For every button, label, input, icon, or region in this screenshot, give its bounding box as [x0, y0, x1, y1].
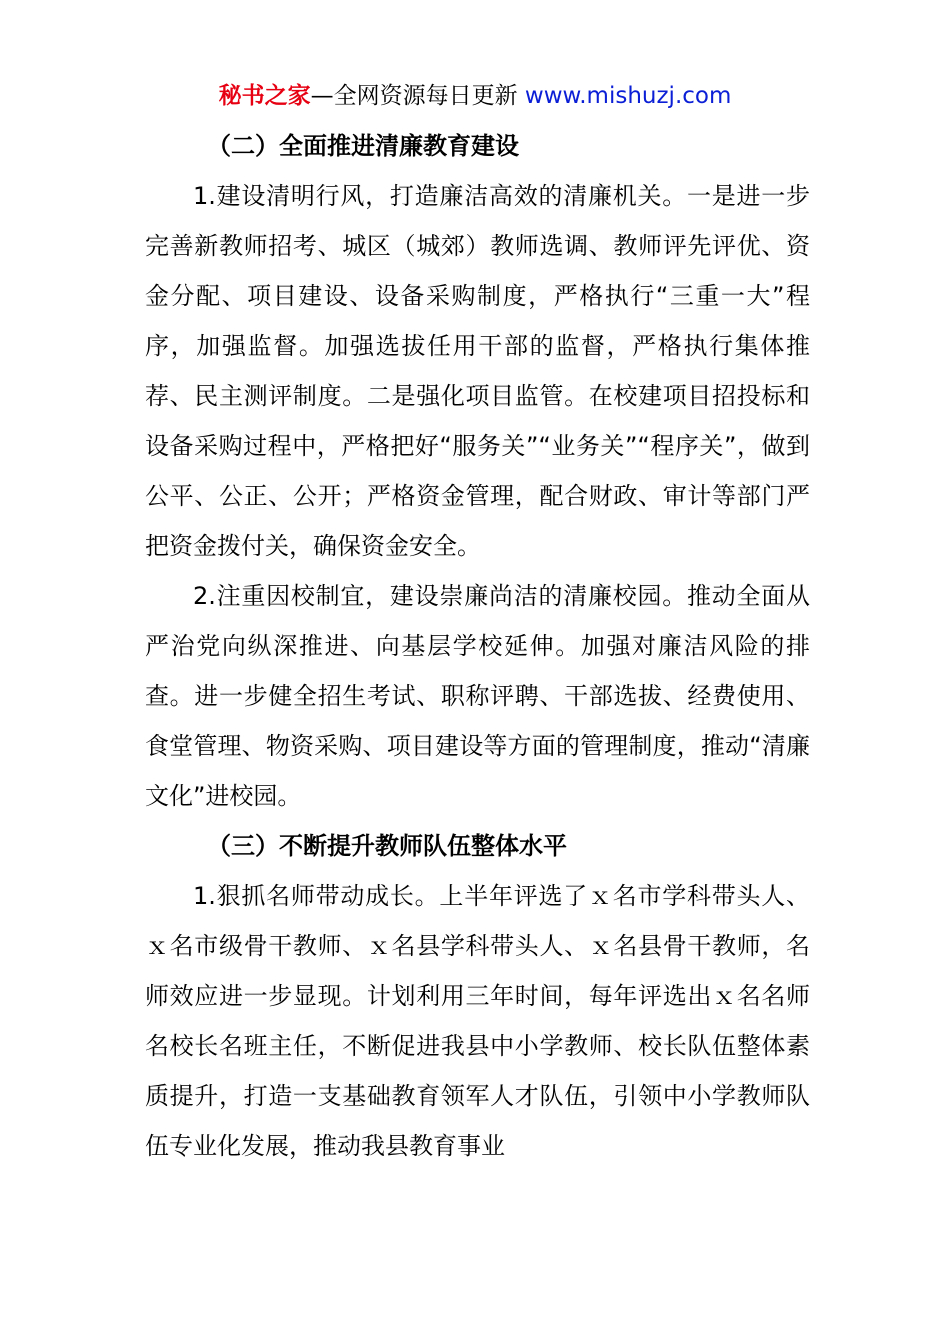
body-paragraph: 2.注重因校制宜，建设崇廉尚洁的清廉校园。推动全面从严治党向纵深推进、向基层学校延伸。加强对廉洁风险的排查。进一步健全招生考试、职称评聘、干部选拔、经费使用、食堂管理、物资采购、项目建设等方面的管理制度，推动“清廉文化”进校园。 [145, 582, 810, 810]
section-heading: （二）全面推进清廉教育建设 [207, 132, 519, 160]
body-paragraph: 1.建设清明行风，打造廉洁高效的清廉机关。一是进一步完善新教师招考、城区（城郊）教师选调、教师评先评优、资金分配、项目建设、设备采购制度，严格执行“三重一大”程序，加强监督。加强选拔任用干部的监督，严格执行集体推荐、民主测评制度。二是强化项目监管。在校建项目招投标和设备采购过程中，严格把好“服务关”“业务关”“程序关”，做到公平、公正、公开；严格资金管理，配合财政、审计等部门严把资金拨付关，确保资金安全。 [145, 182, 810, 560]
header-tagline: —全网资源每日更新 [310, 83, 525, 109]
site-url-link[interactable]: www.mishuzj.com [524, 83, 732, 109]
document-body [145, 121, 810, 1171]
brand-name: 秘书之家 [218, 83, 311, 109]
section-heading: （三）不断提升教师队伍整体水平 [207, 832, 567, 860]
body-paragraph: 1.狠抓名师带动成长。上半年评选了ｘ名市学科带头人、ｘ名市级骨干教师、ｘ名县学科带头人、ｘ名县骨干教师，名师效应进一步显现。计划利用三年时间，每年评选出ｘ名名师名校长名班主任，不断促进我县中小学教师、校长队伍整体素质提升，打造一支基础教育领军人才队伍，引领中小学教师队伍专业化发展，推动我县教育事业 [145, 882, 810, 1160]
site-header [0, 80, 950, 112]
